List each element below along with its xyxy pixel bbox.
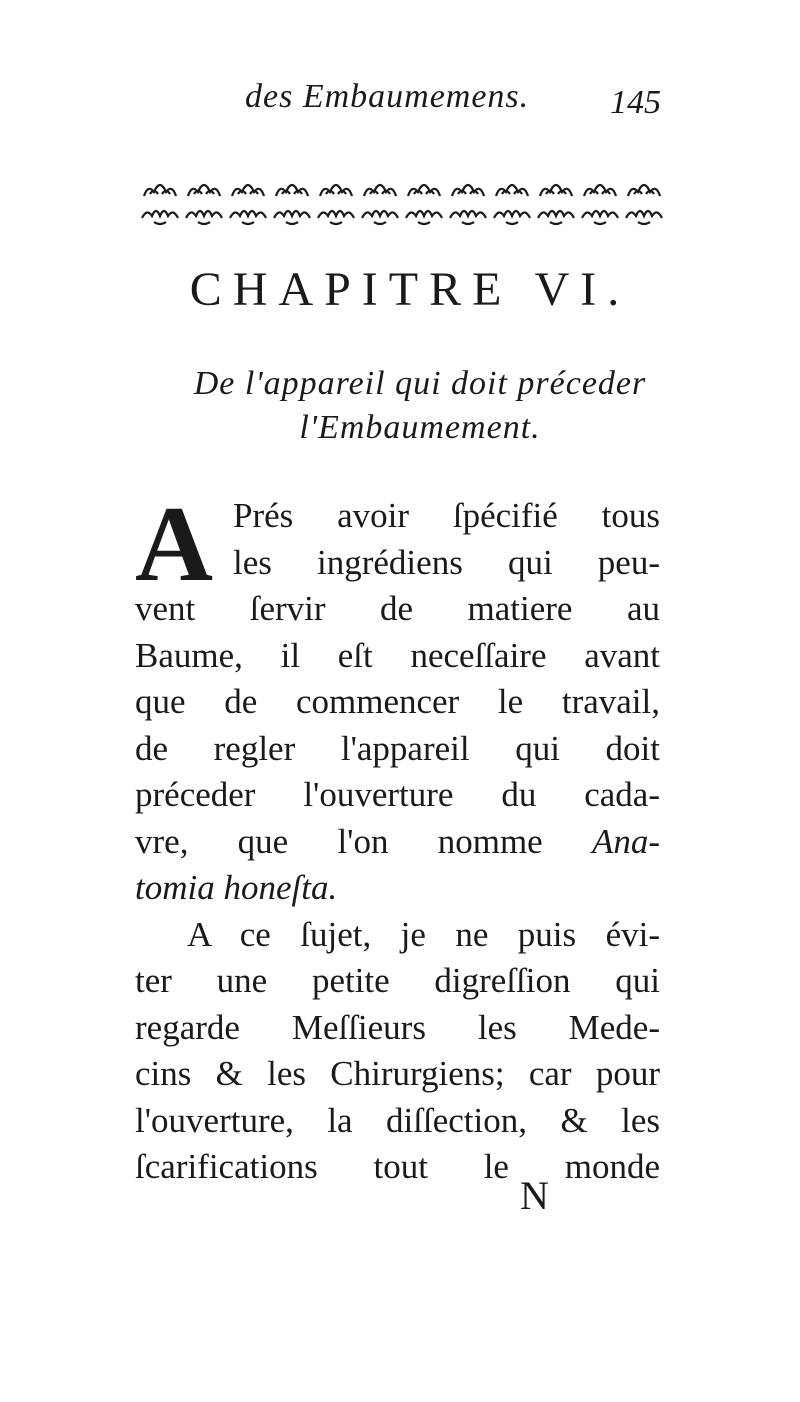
fleuron-top [628, 185, 660, 196]
text-line: l'ouverture, la diſſection, & les [135, 1100, 660, 1140]
text-line: que de commencer le travail, [135, 682, 660, 721]
fleuron-bottom [450, 211, 486, 224]
text-line: regarde Meſſieurs les Mede- [135, 1007, 660, 1047]
fleuron-top [144, 185, 176, 196]
fleuron-bottom [582, 211, 618, 224]
text-segment: vre, que l'on nomme [135, 821, 543, 861]
fleuron-top [540, 185, 572, 196]
text-line: ſcarifications tout le monde [135, 1147, 660, 1186]
text-line: vent ſervir de matiere au [135, 589, 660, 628]
fleuron-bottom [362, 211, 398, 224]
ornamental-headpiece-icon [138, 178, 666, 228]
fleuron-bottom [406, 211, 442, 224]
fleuron-top [452, 185, 484, 196]
page-number: 145 [610, 84, 661, 121]
fleuron-bottom [186, 211, 222, 224]
chapter-subtitle [130, 362, 710, 450]
text-line: préceder l'ouverture du cada- [135, 775, 660, 814]
subtitle-line: l'Embaumement. [299, 409, 541, 446]
fleuron-top [232, 185, 264, 196]
running-head: des Embaumemens. [245, 78, 530, 115]
fleuron-top [496, 185, 528, 196]
catchword: N [520, 1173, 549, 1218]
fleuron-bottom [494, 211, 530, 224]
fleuron-top [408, 185, 440, 196]
fleuron-top [584, 185, 616, 196]
subtitle-line: De l'appareil qui doit préceder [193, 365, 647, 402]
fleuron-bottom [318, 211, 354, 224]
fleuron-bottom [274, 211, 310, 224]
text-line: cins & les Chirurgiens; car pour [135, 1054, 660, 1093]
fleuron-bottom [142, 211, 178, 224]
text-line-with-italic [135, 819, 660, 866]
text-line: A ce ſujet, je ne puis évi- [187, 914, 660, 954]
fleuron-top [188, 185, 220, 196]
text-line: Prés avoir ſpécifié tous [233, 496, 660, 535]
drop-cap: A [135, 485, 213, 604]
text-line: Baume, il eſt neceſſaire avant [135, 635, 660, 675]
fleuron-bottom [538, 211, 574, 224]
text-line: ter une petite digreſſion qui [135, 961, 660, 1000]
chapter-title: CHAPITRE VI. [189, 263, 631, 316]
body-text [135, 485, 660, 1191]
fleuron-bottom [230, 211, 266, 224]
fleuron-top [276, 185, 308, 196]
text-line: de regler l'appareil qui doit [135, 728, 660, 768]
italic-term: Ana- [591, 821, 660, 861]
text-line: les ingrédiens qui peu- [233, 542, 660, 582]
fleuron-top [320, 185, 352, 196]
fleuron-bottom [626, 211, 662, 224]
italic-term-line: tomia honeſta. [135, 868, 338, 907]
fleuron-top [364, 185, 396, 196]
